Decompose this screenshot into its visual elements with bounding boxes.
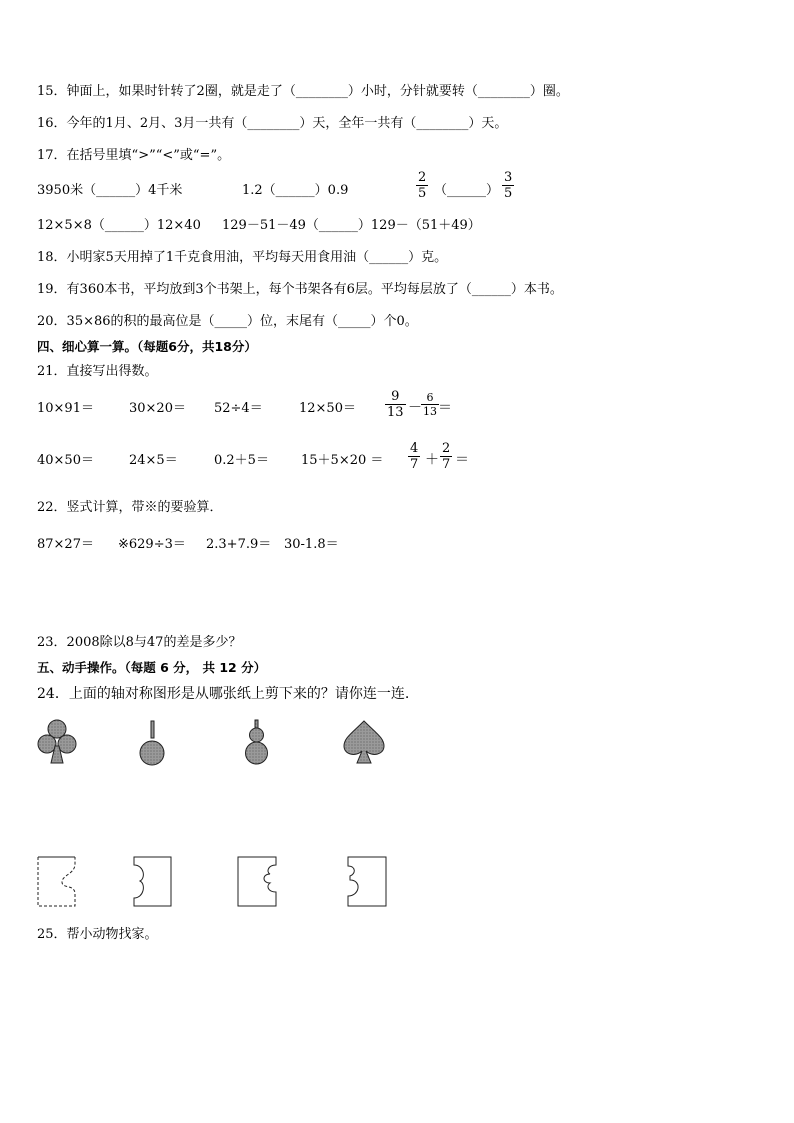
q22-item: 87×27＝ <box>37 537 94 552</box>
numerator: 6 <box>426 391 434 404</box>
equals-sign: ＝ <box>455 452 469 468</box>
q17-item-c-blank: （______） <box>434 183 500 198</box>
question-17-prompt: 17．在括号里填“>”“<”或“=”。 <box>37 148 231 163</box>
q21-calc: 0.2＋5＝ <box>214 453 269 468</box>
paper-template-2[interactable] <box>134 857 171 906</box>
q22-item: 2.3+7.9＝ <box>206 537 272 552</box>
numerator: 3 <box>504 170 513 185</box>
q21-calc: 30×20＝ <box>129 401 186 416</box>
paper-template-1[interactable] <box>38 857 75 906</box>
denominator: 13 <box>423 405 437 418</box>
question-25: 25．帮小动物找家。 <box>37 927 158 942</box>
q21-calc: 52÷4＝ <box>214 401 263 416</box>
q21-calc: 40×50＝ <box>37 453 94 468</box>
q22-item: ※629÷3＝ <box>118 537 186 552</box>
spade-shape[interactable] <box>344 721 384 763</box>
denominator: 5 <box>418 186 427 201</box>
denominator: 7 <box>410 457 419 472</box>
q17-item-b: 1.2（______）0.9 <box>242 183 349 198</box>
numerator: 9 <box>391 389 400 404</box>
question-15: 15．钟面上，如果时针转了2圈，就是走了（________）小时，分针就要转（________）圈。 <box>37 84 569 99</box>
q17-item-a: 3950米（______）4千米 <box>37 183 183 198</box>
numerator: 4 <box>410 441 419 456</box>
section-5-heading: 五、动手操作。（每题 6 分， 共 12 分） <box>37 660 267 675</box>
question-16: 16．今年的1月、2月、3月一共有（________）天，全年一共有（________）天。 <box>37 116 508 131</box>
q21-calc: 10×91＝ <box>37 401 94 416</box>
paper-template-4[interactable] <box>348 857 386 906</box>
gourd-shape[interactable] <box>246 720 268 764</box>
q17-item-e: 129－51－49（______）129－（51＋49） <box>222 218 481 233</box>
paper-template-3[interactable] <box>238 857 276 906</box>
equals-sign: ＝ <box>438 400 452 416</box>
question-18: 18．小明家5天用掉了1千克食用油，平均每天用食用油（______）克。 <box>37 250 448 265</box>
section-4-heading: 四、细心算一算。（每题6分，共18分） <box>37 339 257 354</box>
question-24: 24．上面的轴对称图形是从哪张纸上剪下来的？请你连一连. <box>37 686 410 702</box>
q17-item-d: 12×5×8（______）12×40 <box>37 218 201 233</box>
question-23: 23．2008除以8与47的差是多少？ <box>37 635 242 650</box>
q21-calc: 15＋5×20 ＝ <box>301 453 384 468</box>
q21-calc: 12×50＝ <box>299 401 356 416</box>
numerator: 2 <box>442 441 451 456</box>
question-22-prompt: 22．竖式计算，带※的要验算． <box>37 500 223 515</box>
minus-sign: － <box>408 400 422 416</box>
denominator: 7 <box>442 457 451 472</box>
question-20: 20．35×86的积的最高位是（_____）位，末尾有（_____）个0。 <box>37 314 418 329</box>
q22-item: 30-1.8＝ <box>284 537 339 552</box>
denominator: 5 <box>504 186 513 201</box>
question-21-prompt: 21．直接写出得数。 <box>37 364 158 379</box>
plus-sign: ＋ <box>425 452 439 468</box>
denominator: 13 <box>387 405 404 420</box>
club-shape[interactable] <box>38 720 76 763</box>
numerator: 2 <box>418 170 427 185</box>
q21-calc: 24×5＝ <box>129 453 178 468</box>
question-19: 19．有360本书，平均放到3个书架上，每个书架各有6层。平均每层放了（______）本书。 <box>37 282 563 297</box>
keyhole-shape[interactable] <box>140 721 164 765</box>
